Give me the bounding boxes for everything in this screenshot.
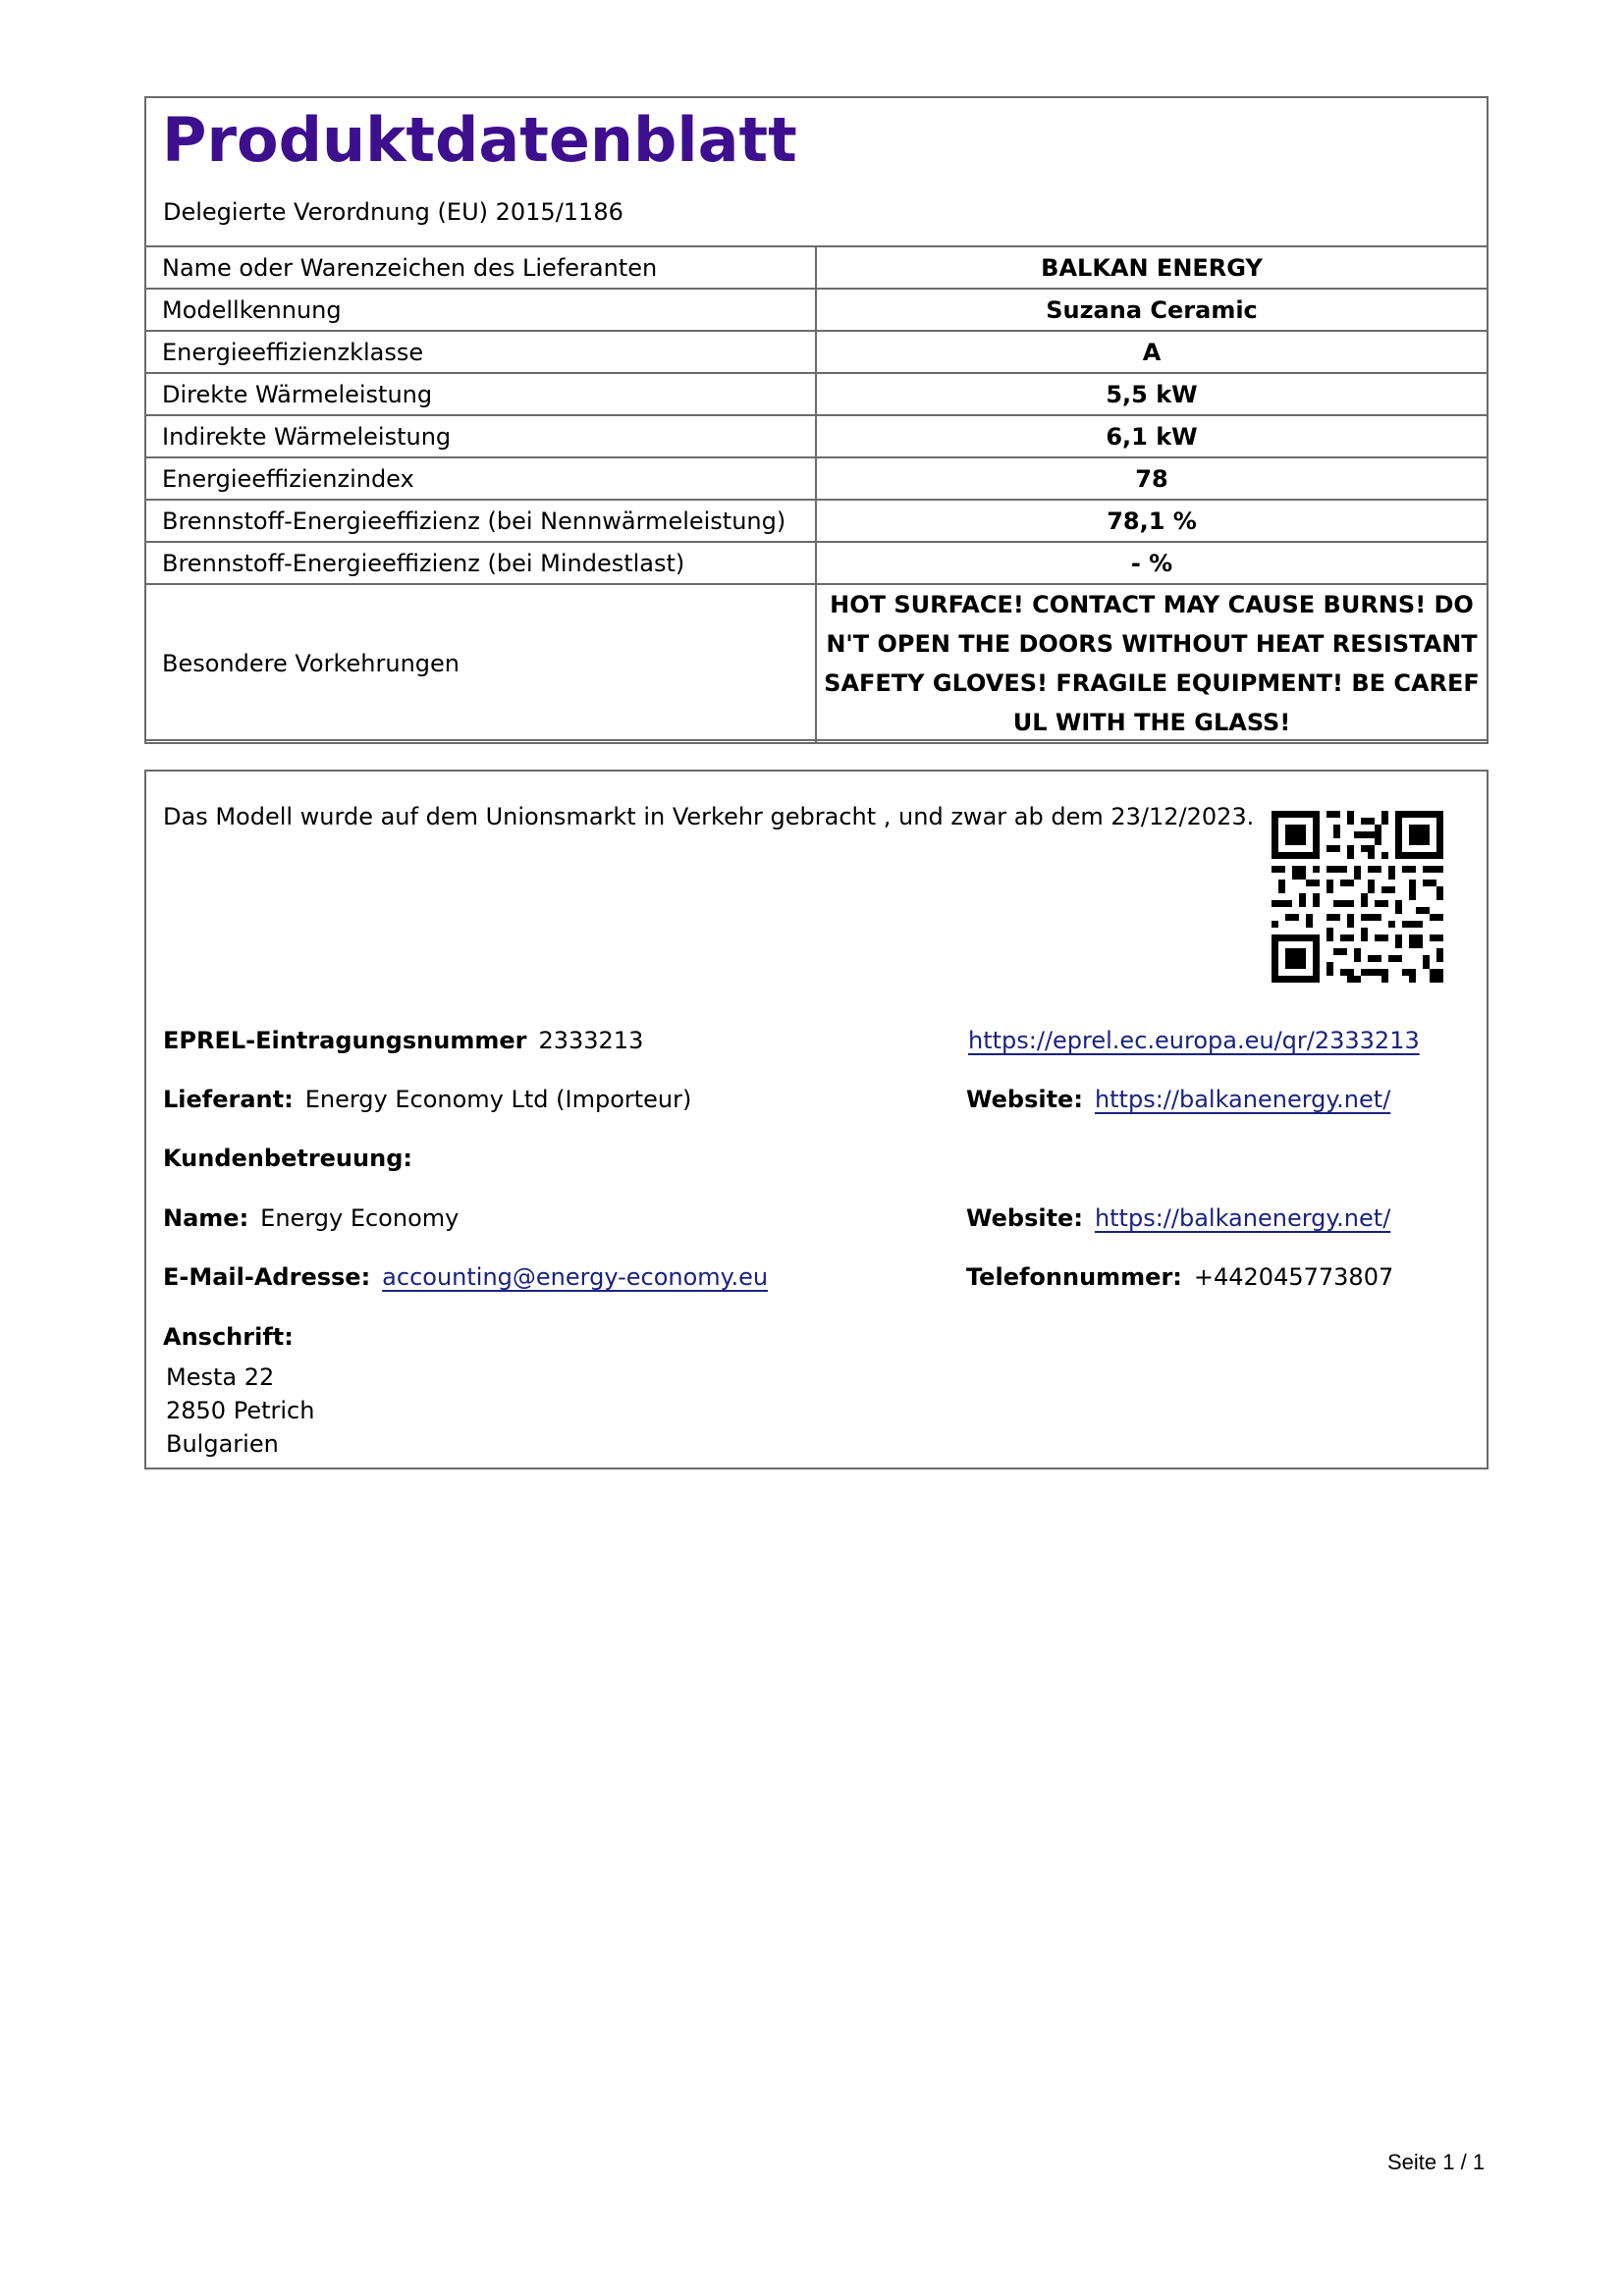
supplier-website-field bbox=[966, 1084, 1390, 1115]
supplier-info-box bbox=[144, 770, 1489, 1469]
supplier-website-link[interactable]: https://balkanenergy.net/ bbox=[1094, 1086, 1391, 1113]
spec-value: 6,1 kW bbox=[816, 415, 1488, 457]
eprel-link-field bbox=[968, 1025, 1420, 1056]
spec-value: BALKAN ENERGY bbox=[816, 246, 1488, 289]
spec-label: Name oder Warenzeichen des Lieferanten bbox=[145, 246, 816, 289]
product-data-sheet bbox=[144, 96, 1489, 741]
spec-label: Brennstoff-Energieeffizienz (bei Mindestlast) bbox=[145, 542, 816, 584]
supplier-field bbox=[163, 1084, 691, 1115]
market-intro: Das Modell wurde auf dem Unionsmarkt in Verkehr gebracht , und zwar ab dem 23/12/2023. bbox=[163, 803, 1255, 830]
customer-service-heading-field bbox=[163, 1143, 424, 1174]
eprel-label: EPREL-Eintragungsnummer bbox=[163, 1027, 527, 1054]
spec-value: A bbox=[816, 331, 1488, 373]
spec-table bbox=[144, 245, 1489, 744]
safety-warning: HOT SURFACE! CONTACT MAY CAUSE BURNS! DON'T OPEN THE DOORS WITHOUT HEAT RESISTANT SAFETY GLOVES! FRAGILE EQUIPMENT! BE CAREFUL WITH THE GLASS! bbox=[816, 584, 1488, 743]
cs-name-value: Energy Economy bbox=[260, 1204, 460, 1232]
address-block bbox=[166, 1361, 314, 1461]
eprel-link[interactable]: https://eprel.ec.europa.eu/qr/2333213 bbox=[968, 1027, 1420, 1054]
qr-code-icon[interactable] bbox=[1272, 811, 1443, 983]
address-line: 2850 Petrich bbox=[166, 1397, 315, 1424]
address-label-field bbox=[163, 1321, 305, 1353]
cs-email-field bbox=[163, 1261, 768, 1293]
table-row bbox=[145, 500, 1488, 542]
cs-phone-field bbox=[966, 1261, 1393, 1293]
spec-label: Direkte Wärmeleistung bbox=[145, 373, 816, 415]
cs-email-label: E-Mail-Adresse: bbox=[163, 1263, 371, 1291]
cs-phone-label: Telefonnummer: bbox=[966, 1263, 1182, 1291]
table-row bbox=[145, 373, 1488, 415]
table-row bbox=[145, 246, 1488, 289]
table-row bbox=[145, 542, 1488, 584]
table-row bbox=[145, 584, 1488, 743]
spec-label: Energieeffizienzklasse bbox=[145, 331, 816, 373]
table-row bbox=[145, 415, 1488, 457]
address-line: Bulgarien bbox=[166, 1430, 279, 1458]
spec-label: Energieeffizienzindex bbox=[145, 457, 816, 500]
spec-value: 78,1 % bbox=[816, 500, 1488, 542]
cs-phone-value: +442045773807 bbox=[1193, 1263, 1394, 1291]
supplier-value: Energy Economy Ltd (Importeur) bbox=[304, 1086, 692, 1113]
spec-label: Indirekte Wärmeleistung bbox=[145, 415, 816, 457]
table-row bbox=[145, 331, 1488, 373]
cs-website-field bbox=[966, 1202, 1390, 1234]
cs-email-link[interactable]: accounting@energy-economy.eu bbox=[382, 1263, 769, 1291]
address-label: Anschrift: bbox=[163, 1323, 294, 1351]
regulation-reference: Delegierte Verordnung (EU) 2015/1186 bbox=[163, 198, 623, 226]
table-row bbox=[145, 457, 1488, 500]
supplier-website-label: Website: bbox=[966, 1086, 1083, 1113]
supplier-label: Lieferant: bbox=[163, 1086, 294, 1113]
cs-website-label: Website: bbox=[966, 1204, 1083, 1232]
cs-name-field bbox=[163, 1202, 459, 1234]
spec-value: - % bbox=[816, 542, 1488, 584]
customer-service-heading: Kundenbetreuung: bbox=[163, 1145, 412, 1172]
spec-label: Modellkennung bbox=[145, 289, 816, 331]
eprel-field bbox=[163, 1025, 643, 1056]
spec-label: Besondere Vorkehrungen bbox=[145, 584, 816, 743]
spec-value: 78 bbox=[816, 457, 1488, 500]
cs-website-link[interactable]: https://balkanenergy.net/ bbox=[1094, 1204, 1391, 1232]
page-title: Produktdatenblatt bbox=[162, 104, 797, 176]
spec-value: Suzana Ceramic bbox=[816, 289, 1488, 331]
eprel-number: 2333213 bbox=[538, 1027, 644, 1054]
spec-label: Brennstoff-Energieeffizienz (bei Nennwärmeleistung) bbox=[145, 500, 816, 542]
spec-value: 5,5 kW bbox=[816, 373, 1488, 415]
address-line: Mesta 22 bbox=[166, 1363, 275, 1391]
page-number: Seite 1 / 1 bbox=[1387, 2150, 1486, 2174]
cs-name-label: Name: bbox=[163, 1204, 249, 1232]
table-row bbox=[145, 289, 1488, 331]
